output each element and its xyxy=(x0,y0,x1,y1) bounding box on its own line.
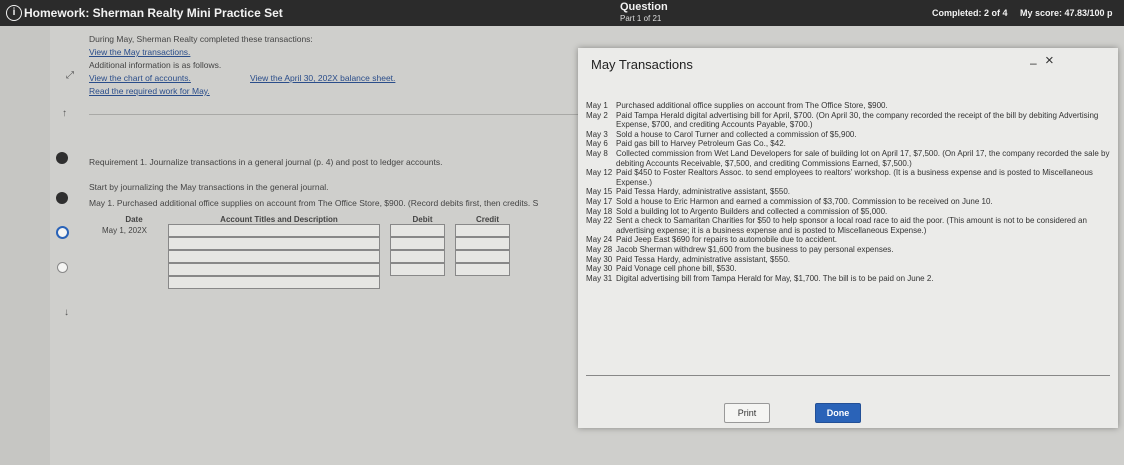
link-balance-sheet[interactable]: View the April 30, 202X balance sheet. xyxy=(250,73,396,83)
step-dot-2[interactable] xyxy=(56,192,68,204)
account-input[interactable] xyxy=(168,237,380,250)
transaction-description: Sent a check to Samaritan Charities for $50 to help sponsor a local road race to aid the poor. (This amount is not to be considered an advertising expense; it is a business expense and is posted to Miscellaneous Expense.) xyxy=(616,216,1087,235)
minimize-icon[interactable]: – xyxy=(1030,56,1037,70)
transaction-date: May 2 xyxy=(586,110,608,120)
debit-input[interactable] xyxy=(390,250,445,263)
transaction-date: May 12 xyxy=(586,168,613,178)
transaction-date: May 30 xyxy=(586,254,613,264)
may-transactions-dialog xyxy=(578,48,1118,428)
credit-input[interactable] xyxy=(455,224,510,237)
transaction-date: May 18 xyxy=(586,206,613,216)
transaction-date: May 1 xyxy=(586,101,608,110)
debit-input[interactable] xyxy=(390,263,445,276)
step-dot-1[interactable] xyxy=(56,152,68,164)
first-date-cell: May 1, 202X xyxy=(102,226,147,235)
debit-input[interactable] xyxy=(390,224,445,237)
transaction-row xyxy=(586,264,1111,274)
transaction-row xyxy=(586,149,1111,168)
left-nav-strip xyxy=(0,26,50,465)
close-icon[interactable]: × xyxy=(1045,52,1054,69)
arrow-down-icon[interactable]: ↓ xyxy=(64,307,69,318)
step-dot-4[interactable] xyxy=(57,262,68,273)
transaction-description: Sold a house to Eric Harmon and earned a commission of $3,700. Commission to be received on June 10. xyxy=(616,196,993,206)
homework-title: Homework: Sherman Realty Mini Practice Set xyxy=(24,6,283,20)
top-bar xyxy=(0,0,1124,26)
account-input[interactable] xyxy=(168,263,380,276)
arrow-up-icon[interactable]: ↑ xyxy=(62,108,67,119)
transaction-date: May 22 xyxy=(586,216,613,226)
dialog-title: May Transactions xyxy=(591,57,693,72)
score-status[interactable]: My score: 47.83/100 p xyxy=(1020,8,1113,18)
transaction-row xyxy=(586,207,1111,217)
credit-input[interactable] xyxy=(455,237,510,250)
transaction-row xyxy=(586,101,1111,111)
transaction-row xyxy=(586,187,1111,197)
transaction-date: May 15 xyxy=(586,187,613,197)
completed-status: Completed: 2 of 4 xyxy=(932,8,1008,18)
transaction-date: May 8 xyxy=(586,148,608,158)
expand-icon[interactable]: ⤢ xyxy=(66,70,74,81)
transaction-row xyxy=(586,197,1111,207)
link-chart-of-accounts[interactable]: View the chart of accounts. xyxy=(89,73,191,83)
transaction-row xyxy=(586,111,1111,130)
instruction-text: Start by journalizing the May transactions in the general journal. xyxy=(89,182,329,192)
account-input[interactable] xyxy=(168,276,380,289)
divider xyxy=(89,114,579,115)
col-credit-header: Credit xyxy=(475,215,500,224)
transaction-row xyxy=(586,245,1111,255)
transaction-row xyxy=(586,216,1111,235)
transaction-date: May 30 xyxy=(586,264,613,274)
transaction-row xyxy=(586,168,1111,187)
transaction-description: Jacob Sherman withdrew $1,600 from the business to pay personal expenses. xyxy=(616,244,894,254)
transaction-row xyxy=(586,274,1111,284)
dialog-divider xyxy=(586,375,1110,376)
transaction-description: Sold a house to Carol Turner and collected a commission of $5,900. xyxy=(616,129,857,139)
transaction-row xyxy=(586,130,1111,140)
may1-task-text: May 1. Purchased additional office supplies on account from The Office Store, $900. (Record debits first, then credits. S xyxy=(89,198,539,208)
link-may-transactions[interactable]: View the May transactions. xyxy=(89,47,191,57)
info-icon[interactable]: i xyxy=(6,5,22,21)
question-part: Part 1 of 21 xyxy=(620,14,662,23)
transaction-description: Paid Jeep East $690 for repairs to automobile due to accident. xyxy=(616,235,838,245)
col-debit-header: Debit xyxy=(412,215,433,224)
transaction-date: May 31 xyxy=(586,273,613,283)
question-label: Question xyxy=(620,1,668,13)
transaction-row xyxy=(586,255,1111,265)
transaction-date: May 17 xyxy=(586,196,613,206)
col-date-header: Date xyxy=(125,215,143,224)
transaction-description: Paid Tessa Hardy, administrative assistant, $550. xyxy=(616,187,791,197)
account-input[interactable] xyxy=(168,224,380,237)
transactions-list xyxy=(586,101,1111,283)
transaction-date: May 3 xyxy=(586,129,608,139)
transaction-date: May 24 xyxy=(586,235,613,245)
transaction-description: Sold a building lot to Argento Builders and collected a commission of $5,000. xyxy=(616,206,888,216)
journal-table xyxy=(100,215,520,289)
step-dot-3[interactable] xyxy=(56,226,69,239)
transaction-description: Paid Tampa Herald digital advertising bill for April, $700. (On April 30, the company recorded the receipt of the bill by debiting Advertising Expense, $700, and crediting Accounts Payable, $700.) xyxy=(616,110,1099,130)
transaction-date: May 6 xyxy=(586,139,608,149)
transaction-description: Digital advertising bill from Tampa Herald for May, $1,700. The bill is to be paid on June 2. xyxy=(616,273,934,283)
credit-input[interactable] xyxy=(455,263,510,276)
transaction-description: Purchased additional office supplies on account from The Office Store, $900. xyxy=(616,101,888,110)
credit-input[interactable] xyxy=(455,250,510,263)
transaction-date: May 28 xyxy=(586,244,613,254)
link-required-work[interactable]: Read the required work for May. xyxy=(89,86,210,96)
transaction-description: Paid Vonage cell phone bill, $530. xyxy=(616,264,737,274)
print-button[interactable]: Print xyxy=(724,403,770,423)
done-button[interactable]: Done xyxy=(815,403,861,423)
intro-text: During May, Sherman Realty completed these transactions: xyxy=(89,34,313,44)
transaction-row xyxy=(586,139,1111,149)
debit-input[interactable] xyxy=(390,237,445,250)
transaction-row xyxy=(586,235,1111,245)
requirement-text: Requirement 1. Journalize transactions in a general journal (p. 4) and post to ledger accounts. xyxy=(89,157,443,167)
transaction-description: Paid Tessa Hardy, administrative assistant, $550. xyxy=(616,254,791,264)
account-input[interactable] xyxy=(168,250,380,263)
transaction-description: Collected commission from Wet Land Developers for sale of building lot on April 17, $7,500. (On April 17, the company recorded the sale by debiting Accounts Receivable, $7,500, and crediting Commissions Earned, $7,500.) xyxy=(616,148,1110,168)
transaction-description: Paid gas bill to Harvey Petroleum Gas Co., $42. xyxy=(616,139,786,149)
transaction-description: Paid $450 to Foster Realtors Assoc. to send employees to realtors' workshop. (It is a business expense and is posted to Miscellaneous Expense.) xyxy=(616,168,1093,187)
additional-info-text: Additional information is as follows. xyxy=(89,60,222,70)
col-account-header: Account Titles and Description xyxy=(220,215,338,224)
